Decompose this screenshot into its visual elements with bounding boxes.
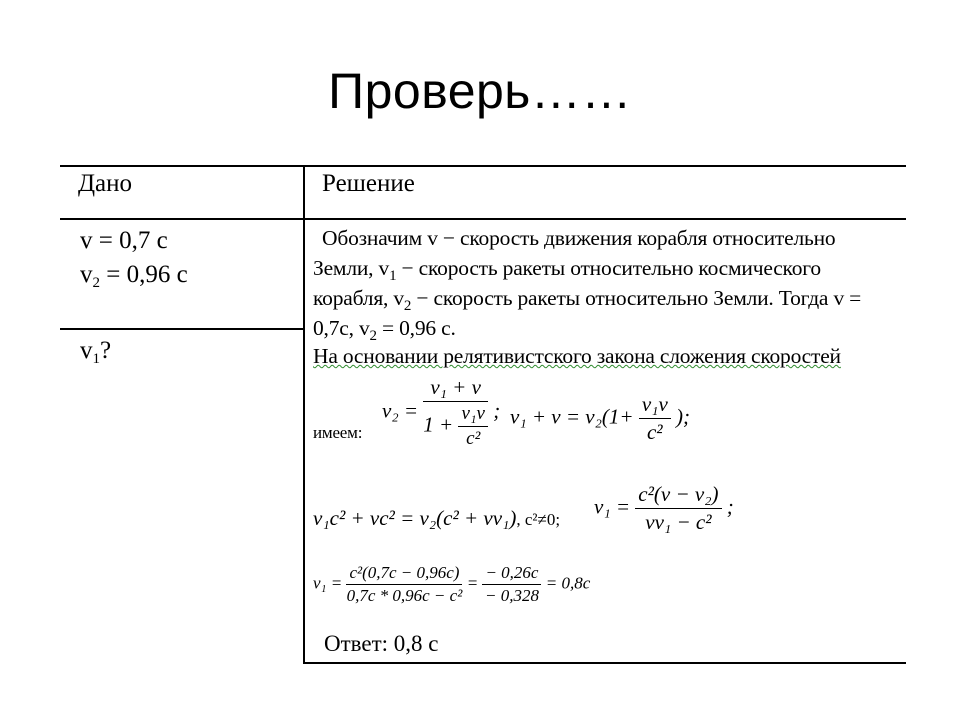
given-divider <box>60 328 304 330</box>
solution-line-3: корабля, $v_2$ − скорость ракеты относительно Земли. Тогда v = <box>313 286 862 314</box>
formula-v1-solved: v₁ = $\frac{\text{c²(v − v₂)}}{\text{vv₁ − c²}}$ ; <box>594 482 734 534</box>
slide-title: Проверь…… <box>328 63 632 119</box>
solution-line-1: Обозначим v − скорость движения корабля относительно <box>322 226 836 250</box>
column-divider <box>303 165 305 664</box>
answer: Ответ: 0,8 с <box>324 631 439 656</box>
solution-line-5-text: На основании релятивистского закона сложения скоростей <box>313 344 841 368</box>
solution-line-2: Земли, $v_1$ − скорость ракеты относительно космического <box>313 256 821 284</box>
given-header: Дано <box>78 170 133 197</box>
find-value: $v_1$? <box>80 337 112 367</box>
solution-line-5 <box>313 341 841 371</box>
formula-relativistic: v₂ = v₁ + v 1 + $\frac{\text{v₁v}}{\text{c²}}$ ; <box>382 375 501 449</box>
formula-rearranged: v₁ + v = v₂(1+ $\frac{\text{v₁v}}{\text{c²}}$ ); <box>510 392 691 444</box>
have-label: имеем: <box>313 423 363 442</box>
given-values <box>80 224 188 295</box>
given-v2: $v_2 = 0,96$ c <box>80 261 188 291</box>
solution-line-4: 0,7c, $v_2 = 0,96$ c. <box>313 316 456 344</box>
formula-numeric: v₁ = $\frac{\text{c²(0,7c − 0,96c)}}{\text{0,7c * 0,96c − c²}}$ = $\frac{- 0,26c}{- 0,328}$ = 0,8c <box>313 563 591 605</box>
header-bottom-border <box>60 218 906 220</box>
given-v: v = 0,7 c <box>80 227 168 254</box>
table-bottom-border <box>303 662 906 664</box>
solution-header: Решение <box>322 170 415 197</box>
table-top-border <box>60 165 906 167</box>
formula-expanded: v₁c² + vc² = v₂(c² + vv₁), c²≠0; <box>313 506 561 530</box>
